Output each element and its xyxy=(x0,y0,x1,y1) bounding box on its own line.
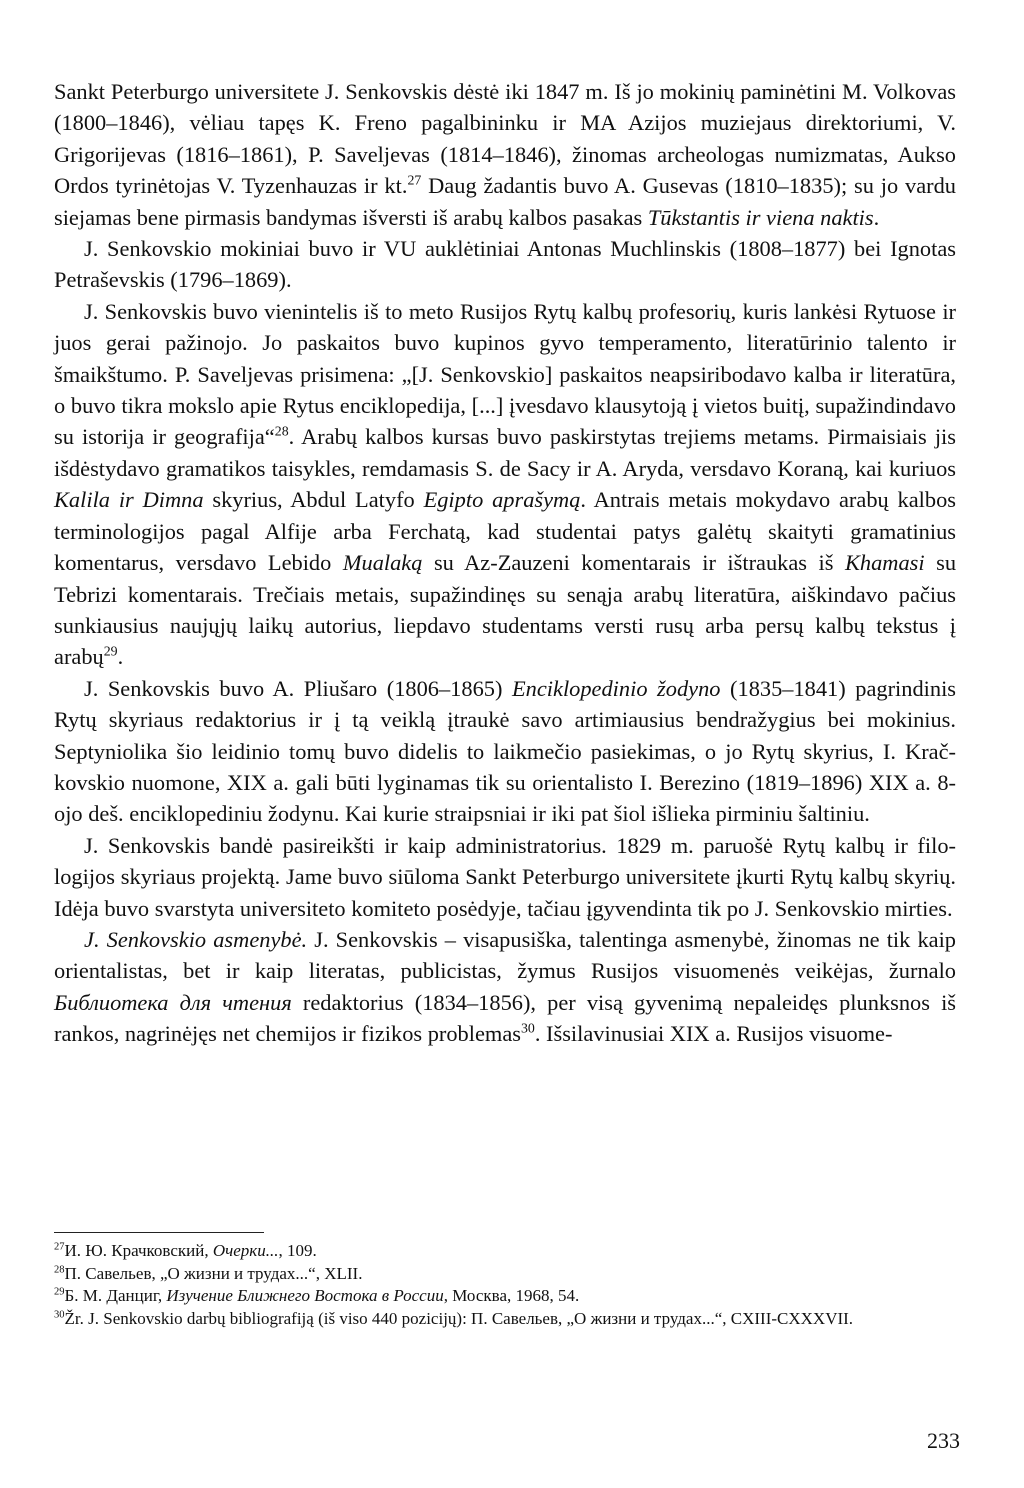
paragraph xyxy=(54,924,956,1050)
paragraph xyxy=(54,830,956,924)
text-run: Sankt Peterburgo universitete J. Senkovskis dėstė iki 1847 m. Iš jo mokinių paminėtini M. Volkovas (1800–1846), vėliau tapęs K. Freno pagalbininku ir MA Azijos muziejaus direktoriumi, V. Grigorijevas (1816–1861), P. Saveljevas (1814–1846), žinomas archeologas numizmatas, Aukso Ordos tyrinėtojas V. Tyzenhauzas ir kt. xyxy=(54,79,956,199)
italic-text: Enciklopedinio žodyno xyxy=(511,675,721,701)
text-run: Žr. J. Senkovskio darbų bibliografiją (iš viso 440 pozicijų): П. Савельев, „О жизни и трудах...“, CXIII-CXXXVII. xyxy=(64,1308,854,1328)
paragraph xyxy=(54,296,956,673)
text-run: . xyxy=(873,204,880,230)
italic-text: J. Senkovskio asmenybė. xyxy=(84,926,308,952)
footnote-reference: 29 xyxy=(103,644,118,660)
footnotes xyxy=(54,1240,956,1330)
footnote-reference: 28 xyxy=(54,1263,65,1275)
paragraph xyxy=(54,673,956,830)
paragraph xyxy=(54,233,956,296)
footnote-reference: 29 xyxy=(54,1286,65,1298)
italic-text: Khamasi xyxy=(844,550,925,576)
footnote-reference: 27 xyxy=(54,1241,65,1253)
text-run: J. Senkovskis buvo A. Pliušaro (1806–1865) xyxy=(84,675,512,701)
text-run: redaktorius (1834–1856), per visą gyvenimą nepaleidęs plunksnos iš rankos, nagrinėjęs net chemijos ir fizikos problemas xyxy=(54,989,956,1047)
italic-text: Библиотека для чтения xyxy=(54,989,292,1015)
footnote-divider xyxy=(54,1232,264,1233)
text-run: J. Senkovskis buvo vienintelis iš to meto Rusijos Rytų kalbų profesorių, kuris lankėsi Rytuose ir juos gerai pažinojo. Jo paskaitos buvo kupinos gyvo temperamento, literatūrinio talento ir šmaikštumo. P. Saveljevas prisimena: „[J. Senkovskio] paskaitos neapsiribodavo kalba ir literatūra, o buvo tikra mokslo apie Rytus enciklopedija, [...] įvesdavo klausytoją į vietos buitį, supažindindavo su istorija ir geografija“ xyxy=(54,298,956,450)
text-run: П. Савельев, „О жизни и трудах...“, XLII. xyxy=(64,1263,363,1283)
footnote xyxy=(54,1240,956,1263)
text-run: И. Ю. Крачковский, xyxy=(64,1241,213,1260)
italic-text: Очерки... xyxy=(212,1241,279,1260)
text-run: J. Senkovskis bandė pasireikšti ir kaip administratorius. 1829 m. paruošė Rytų kalbų ir filologijos skyriaus projektą. Jame buvo siūloma Sankt Peterburgo universitete įkurti Rytų kalbų skyrių. Idėja buvo svarstyta universiteto komiteto posėdyje, tačiau įgyvendinta tik po J. Senkovskio mirties. xyxy=(54,832,956,921)
text-run: . Išsilavinusiai XIX a. Rusijos visuome- xyxy=(534,1021,893,1047)
italic-text: Kalila ir Dimna xyxy=(54,487,204,513)
text-run: su Tebrizi komentarais. Trečiais metais, supažindinęs su senąja arabų literatūra, aiškindavo pačius sunkiausius naujųjų laikų autorius, liepdavo studentams versti rusų arba persų kalbų tekstus į arabų xyxy=(54,550,957,670)
body-text xyxy=(54,76,956,1050)
italic-text: Egipto aprašymą xyxy=(423,487,581,513)
text-run: . xyxy=(117,644,124,670)
paragraph xyxy=(54,76,956,233)
italic-text: Mualaką xyxy=(342,550,423,576)
footnote-reference: 27 xyxy=(407,173,422,189)
italic-text: Tūkstantis ir viena naktis xyxy=(647,204,874,230)
text-run: . Antrais metais mokydavo arabų kalbos terminologijos pagal Alfije arba Ferchatą, kad studentai patys galėtų skaityti gramatinius komentarus, versdavo Lebido xyxy=(54,487,956,576)
text-run: (1835–1841) pagrindinis Rytų skyriaus redaktorius ir į tą veiklą įtraukė savo artimiausius bendražygius bei mokinius. Septyniolika šio leidinio tomų buvo didelis to laikmečio pasiekimas, o jo Rytų skyrius, I. Kračkovskio nuomone, XIX a. gali būti lyginamas tik su orientalisto I. Berezino (1819–1896) XIX a. 8-ojo deš. enciklopediniu žodynu. Kai kurie straipsniai ir iki pat šiol išlieka pirminiu šaltiniu. xyxy=(54,675,957,827)
footnote-reference: 28 xyxy=(274,425,289,440)
text-run: , 109. xyxy=(278,1241,317,1260)
footnote xyxy=(54,1285,956,1308)
footnote-reference: 30 xyxy=(54,1308,65,1320)
text-run: J. Senkovskio mokiniai buvo ir VU auklėtiniai Antonas Muchlinskis (1808–1877) bei Ignotas Petraševskis (1796–1869). xyxy=(54,236,956,293)
text-run: J. Senkovskis – visapusiška, talentinga asmenybė, žinomas ne tik kaip orientalistas, bet ir kaip literatas, publicistas, žymus Rusijos visuomenės veikėjas, žurnalo xyxy=(54,926,956,984)
text-run: , Москва, 1968, 54. xyxy=(443,1286,580,1305)
text-run: su Az-Zauzeni komentarais ir ištraukas iš xyxy=(422,550,845,576)
text-run: Б. М. Данциг, xyxy=(64,1286,167,1305)
footnote xyxy=(54,1263,956,1286)
footnote xyxy=(54,1308,956,1331)
text-run: Daug žadantis buvo A. Gusevas (1810–1835); su jo vardu siejamas bene pirmasis bandymas išversti iš arabų kalbos pasakas xyxy=(54,173,956,230)
text-run: . Arabų kalbos kursas buvo paskirstytas trejiems metams. Pirmaisiais jis išdėstydavo gramatikos taisykles, remdamasis S. de Sacy ir A. Aryda, versdavo Koraną, kai kuriuos xyxy=(54,424,956,481)
italic-text: Изучение Ближнего Востока в России xyxy=(166,1286,444,1305)
footnote-reference: 30 xyxy=(520,1021,535,1037)
text-run: skyrius, Abdul Latyfo xyxy=(203,487,424,513)
page-number: 233 xyxy=(927,1428,960,1453)
